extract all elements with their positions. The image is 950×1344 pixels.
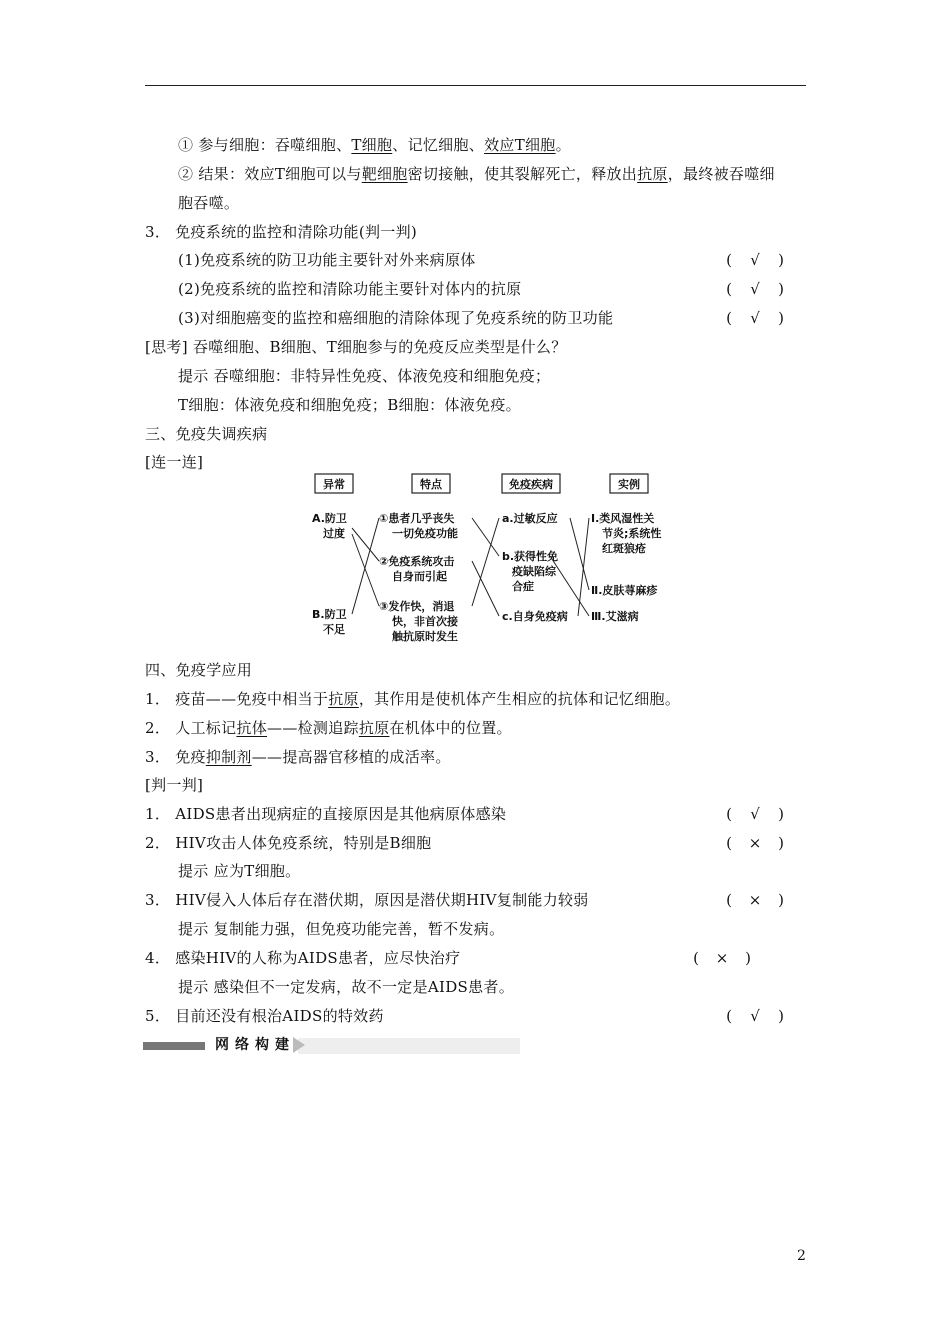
think-hint-1: 提示 吞噬细胞：非特异性免疫、体液免疫和细胞免疫；: [178, 367, 551, 385]
judge-mark: ( × ): [726, 891, 784, 909]
answer-effector-t-cell: 效应T细胞: [484, 136, 556, 154]
judge-item: (3)对细胞癌变的监控和癌细胞的清除体现了免疫系统的防卫功能: [178, 309, 614, 327]
col2-3-2: 快，非首次接: [392, 615, 458, 628]
link-label: [连一连]: [145, 453, 204, 471]
col2-2-1: ②免疫系统攻击: [379, 555, 455, 568]
applications-heading: 四、免疫学应用: [145, 661, 253, 679]
banner-bar-left: [143, 1042, 205, 1050]
header-abnormal: 异常: [323, 478, 345, 491]
answer-target-cell: 靶细胞: [361, 165, 408, 183]
judge-mark: ( × ): [693, 949, 751, 967]
col4-1-2: 节炎;系统性: [602, 527, 662, 540]
judge-label: [判一判]: [145, 776, 204, 794]
disorders-heading: 三、免疫失调疾病: [145, 425, 268, 443]
answer-t-cell: T细胞: [351, 136, 393, 154]
col2-2-2: 自身而引起: [392, 570, 447, 583]
judge-mark: ( √ ): [726, 805, 784, 823]
judge-mark: ( √ ): [726, 1007, 784, 1025]
col3-b-3: 合症: [512, 580, 534, 593]
page-number: 2: [797, 1248, 806, 1264]
judge-item: 3． HIV侵入人体后存在潜伏期，原因是潜伏期HIV复制能力较弱: [145, 891, 589, 909]
connector-3-a: [472, 518, 499, 606]
col3-a: a.过敏反应: [502, 512, 558, 525]
col3-b-2: 疫缺陷综: [512, 565, 556, 578]
connector-2-c: [472, 561, 499, 616]
application-item-3: 3． 免疫抑制剂——提高器官移植的成活率。: [145, 748, 451, 766]
col2-1-2: 一切免疫功能: [392, 527, 458, 540]
connector-a-ii: [570, 518, 589, 590]
banner-title: 网络构建: [215, 1037, 295, 1053]
header-example: 实例: [618, 478, 640, 491]
col4-1-1: Ⅰ.类风湿性关: [591, 512, 655, 525]
col4-2: Ⅱ.皮肤荨麻疹: [591, 584, 658, 597]
matching-diagram: [300, 468, 680, 658]
header-feature: 特点: [420, 478, 442, 491]
col2-1-1: ①患者几乎丧失: [379, 512, 455, 525]
matching-diagram-svg: [300, 468, 680, 658]
col3-c: c.自身免疫病: [502, 610, 568, 623]
header-disease: 免疫疾病: [509, 478, 553, 491]
judge-hint: 提示 复制能力强，但免疫功能完善，暂不发病。: [178, 920, 505, 938]
judge-item: 5． 目前还没有根治AIDS的特效药: [145, 1007, 384, 1025]
section-banner: [143, 1037, 520, 1054]
judge-item: 1． AIDS患者出现病症的直接原因是其他病原体感染: [145, 805, 507, 823]
think-hint-2: T细胞：体液免疫和细胞免疫；B细胞：体液免疫。: [178, 396, 521, 414]
judge-item: 2． HIV攻击人体免疫系统，特别是B细胞: [145, 834, 432, 852]
col4-1-3: 红斑狼疮: [602, 542, 646, 555]
banner-bar-right: [298, 1038, 520, 1054]
judge-mark: ( √ ): [726, 280, 784, 298]
think-question: [思考] 吞噬细胞、B细胞、T细胞参与的免疫反应类型是什么？: [145, 338, 567, 356]
col1-b-2: 不足: [323, 623, 345, 636]
result-line-2: 胞吞噬。: [178, 194, 240, 212]
connector-b-iii: [550, 556, 589, 616]
participating-cells-line: ① 参与细胞：吞噬细胞、T细胞、记忆细胞、效应T细胞。: [178, 136, 571, 154]
col4-3: Ⅲ.艾滋病: [591, 610, 639, 623]
col2-3-3: 触抗原时发生: [392, 630, 458, 643]
col1-a-2: 过度: [323, 527, 345, 540]
judge-mark: ( √ ): [726, 309, 784, 327]
section-3-heading: 3． 免疫系统的监控和清除功能(判一判): [145, 223, 418, 241]
judge-hint: 提示 应为T细胞。: [178, 862, 301, 880]
judge-mark: ( √ ): [726, 251, 784, 269]
judge-item: (1)免疫系统的防卫功能主要针对外来病原体: [178, 251, 476, 269]
application-item-1: 1． 疫苗——免疫中相当于抗原，其作用是使机体产生相应的抗体和记忆细胞。: [145, 690, 681, 708]
col3-b-1: b.获得性免: [502, 550, 559, 563]
connector-1-b: [472, 518, 499, 556]
col2-3-1: ③发作快，消退: [379, 600, 455, 613]
application-item-2: 2． 人工标记抗体——检测追踪抗原在机体中的位置。: [145, 719, 512, 737]
judge-mark: ( × ): [726, 834, 784, 852]
judge-item: (2)免疫系统的监控和清除功能主要针对体内的抗原: [178, 280, 522, 298]
connector-c-i: [578, 518, 589, 616]
judge-item: 4． 感染HIV的人称为AIDS患者，应尽快治疗: [145, 949, 461, 967]
answer-antigen: 抗原: [637, 165, 668, 183]
col1-b-1: B.防卫: [312, 608, 347, 621]
result-line-1: ② 结果：效应T细胞可以与靶细胞密切接触，使其裂解死亡，释放出抗原，最终被吞噬细: [178, 165, 775, 183]
header-rule: [145, 85, 806, 86]
col1-a-1: A.防卫: [312, 512, 347, 525]
judge-hint: 提示 感染但不一定发病，故不一定是AIDS患者。: [178, 978, 515, 996]
